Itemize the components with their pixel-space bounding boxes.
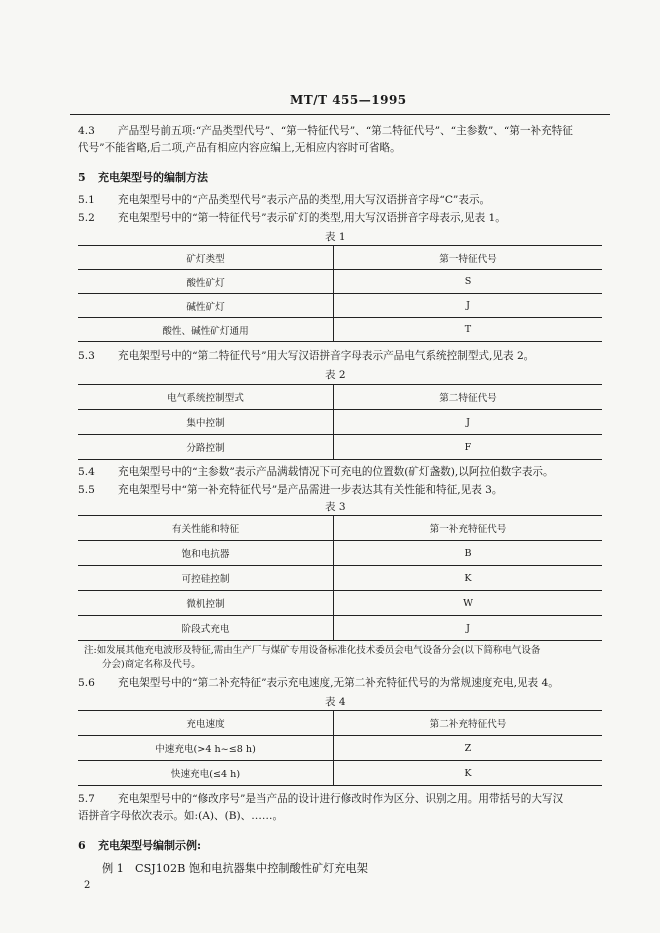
clause-text: 充电架型号中的“第二特征代号”用大写汉语拼音字母表示产品电气系统控制型式,见表 2。	[118, 350, 535, 362]
table-header-cell: 第二补充特征代号	[334, 711, 603, 736]
table-cell: T	[334, 318, 603, 342]
page-number: 2	[84, 880, 91, 891]
example-1: 例 1 CSJ102B 饱和电抗器集中控制酸性矿灯充电架	[102, 862, 368, 875]
section-5-heading	[78, 169, 208, 185]
clause-5-4	[78, 464, 618, 481]
note-line: 注:如发展其他充电波形及特征,需由生产厂与煤矿专用设备标准化技术委员会电气设备分会(以下简称电气设备	[84, 645, 541, 656]
section-title: 充电架型号的编制方法	[98, 171, 208, 184]
table-row	[78, 435, 602, 460]
table-3	[78, 515, 602, 641]
clause-number: 4.3	[78, 125, 95, 137]
clause-text: 充电架型号中“第一补充特征代号”是产品需进一步表达其有关性能和特征,见表 3。	[118, 484, 503, 496]
table-cell: K	[334, 761, 603, 786]
table-2	[78, 384, 602, 460]
table-row	[78, 761, 602, 786]
clause-text: 充电架型号中的“修改序号”是当产品的设计进行修改时作为区分、识别之用。用带括号的大写汉	[118, 793, 564, 805]
table-header-cell: 第一补充特征代号	[334, 516, 603, 541]
clause-text: 充电架型号中的“产品类型代号”表示产品的类型,用大写汉语拼音字母“C”表示。	[118, 194, 491, 206]
clause-text: 充电架型号中的“第二补充特征”表示充电速度,无第二补充特征代号的为常规速度充电,见表 4。	[118, 677, 559, 689]
clause-text: 充电架型号中的“第一特征代号”表示矿灯的类型,用大写汉语拼音字母表示,见表 1。	[118, 212, 506, 224]
table-header-cell: 充电速度	[78, 711, 334, 736]
clause-5-3	[78, 348, 618, 365]
table-cell: 可控硅控制	[78, 566, 334, 591]
clause-number: 5.3	[78, 350, 95, 362]
table-cell: 酸性、碱性矿灯通用	[78, 318, 334, 342]
section-6-heading	[78, 837, 201, 853]
standard-code-header: MT/T 455—1995	[290, 93, 407, 107]
table-header-row	[78, 246, 602, 270]
clause-number: 5.6	[78, 677, 95, 689]
table-cell: J	[334, 410, 603, 435]
table-row	[78, 591, 602, 616]
table-row	[78, 566, 602, 591]
table-cell: 饱和电抗器	[78, 541, 334, 566]
clause-text: 产品型号前五项:“产品类型代号”、“第一特征代号”、“第二特征代号”、“主参数”、“第一补充特征	[118, 125, 573, 137]
table-header-cell: 矿灯类型	[78, 246, 334, 270]
table-cell: 中速充电(>4 h~≤8 h)	[78, 736, 334, 761]
table-1	[78, 245, 602, 342]
table-cell: W	[334, 591, 603, 616]
table-4	[78, 710, 602, 786]
table-2-caption: 表 2	[325, 369, 346, 381]
table-cell: 集中控制	[78, 410, 334, 435]
clause-4-3-line1	[78, 123, 618, 140]
table-3-note	[84, 644, 604, 672]
table-cell: J	[334, 294, 603, 318]
table-row	[78, 736, 602, 761]
table-header-cell: 第二特征代号	[334, 385, 603, 410]
clause-number: 5.7	[78, 793, 95, 805]
clause-5-6	[78, 675, 618, 692]
table-row	[78, 294, 602, 318]
section-number: 5	[78, 171, 86, 184]
clause-number: 5.4	[78, 466, 95, 478]
clause-text: 充电架型号中的“主参数”表示产品满载情况下可充电的位置数(矿灯盏数),以阿拉伯数字表示。	[118, 466, 554, 478]
table-cell: 酸性矿灯	[78, 270, 334, 294]
clause-5-7-line1	[78, 791, 618, 808]
table-header-cell: 第一特征代号	[334, 246, 603, 270]
table-cell: 快速充电(≤4 h)	[78, 761, 334, 786]
table-row	[78, 541, 602, 566]
header-rule	[70, 114, 610, 115]
table-row	[78, 318, 602, 342]
table-3-caption: 表 3	[325, 501, 346, 513]
table-row	[78, 616, 602, 641]
section-title: 充电架型号编制示例:	[98, 839, 202, 852]
table-cell: S	[334, 270, 603, 294]
table-header-row	[78, 516, 602, 541]
table-cell: B	[334, 541, 603, 566]
clause-5-1	[78, 192, 618, 209]
clause-5-2	[78, 210, 618, 227]
table-1-caption: 表 1	[325, 231, 346, 243]
table-4-caption: 表 4	[325, 696, 346, 708]
section-number: 6	[78, 839, 86, 852]
table-header-cell: 有关性能和特征	[78, 516, 334, 541]
table-cell: Z	[334, 736, 603, 761]
table-cell: J	[334, 616, 603, 641]
clause-5-5	[78, 482, 618, 499]
table-cell: F	[334, 435, 603, 460]
table-cell: 碱性矿灯	[78, 294, 334, 318]
table-row	[78, 410, 602, 435]
table-header-row	[78, 385, 602, 410]
clause-number: 5.2	[78, 212, 95, 224]
note-line: 分会)商定名称及代号。	[102, 659, 201, 670]
table-cell: K	[334, 566, 603, 591]
table-cell: 分路控制	[78, 435, 334, 460]
clause-5-7-line2: 语拼音字母依次表示。如:(A)、(B)、……。	[78, 810, 284, 822]
clause-4-3-line2: 代号”不能省略,后二项,产品有相应内容应编上,无相应内容时可省略。	[78, 142, 401, 154]
table-cell: 阶段式充电	[78, 616, 334, 641]
table-header-row	[78, 711, 602, 736]
table-cell: 微机控制	[78, 591, 334, 616]
table-row	[78, 270, 602, 294]
table-header-cell: 电气系统控制型式	[78, 385, 334, 410]
clause-number: 5.5	[78, 484, 95, 496]
clause-number: 5.1	[78, 194, 95, 206]
